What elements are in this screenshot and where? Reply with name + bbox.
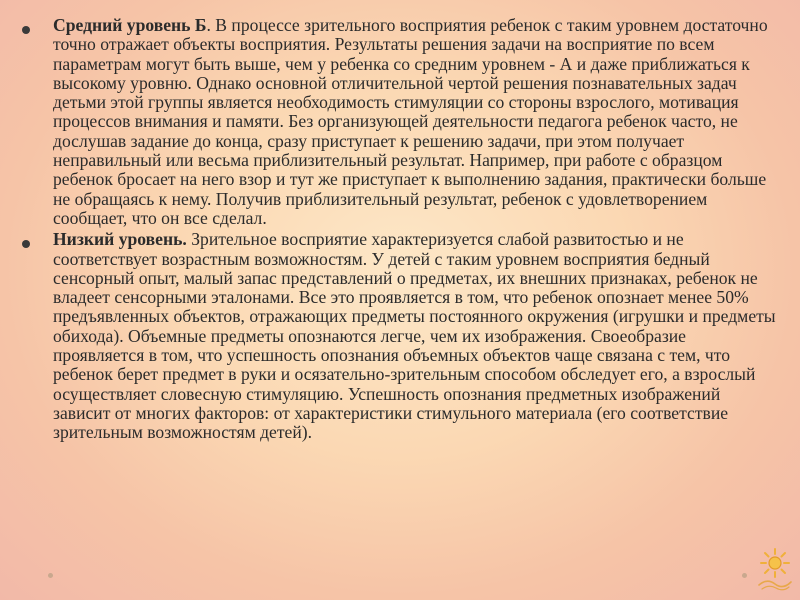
- bullet-icon: [22, 240, 30, 248]
- list-item: [20, 16, 780, 228]
- bullet-icon: [22, 26, 30, 34]
- item-body: В процессе зрительного восприятия ребенок с таким уровнем достаточно точно отражает объекты восприятия. Результаты решения задачи на восприятие по всем параметрам могут быть выше, чем у ребенка со средним уровнем - А и даже приближаться к высокому уровню. Однако основной отличительной чертой решения познавательных задач детьми этой группы является необходимость стимуляции со стороны взрослого, мотивация процессов внимания и памяти. Без организующей деятельности педагога ребенок часто, не дослушав задание до конца, сразу приступает к решению задачи, при этом получает неправильный или весьма приблизительный результат. Например, при работе с образцом ребенок бросает на него взор и тут же приступает к выполнению задания, практически больше не обращаясь к нему. Получив приблизительный результат, ребенок с удовлетворением сообщает, что он все сделал.: [53, 15, 768, 228]
- bullet-list: [20, 16, 780, 445]
- item-body: Зрительное восприятие характеризуется слабой развитостью и не соответствует возрастным возможностям. У детей с таким уровнем восприятия бедный сенсорный опыт, малый запас представлений о предметах, их внешних признаках, ребенок не владеет сенсорными эталонами. Все это проявляется в том, что ребенок опознает менее 50% предъявленных объектов, отражающих предметы постоянного окружения (игрушки и предметы обихода). Объемные предметы опознаются легче, чем их изображения. Своеобразие проявляется в том, что успешность опознания объемных объектов чаще связана с тем, что ребенок берет предмет в руки и осязательно-зрительным способом обследует его, а взрослый осуществляет словесную стимуляцию. Успешность опознания предметных изображений зависит от многих факторов: от характеристики стимульного материала (его соответствие зрительным возможностям детей).: [53, 229, 776, 443]
- list-item: [20, 230, 780, 442]
- item-heading: Низкий уровень.: [53, 229, 187, 250]
- item-separator: .: [206, 15, 216, 35]
- nav-dot-right: [742, 573, 747, 578]
- paragraph-medium-level: [53, 16, 780, 228]
- nav-dot-left: [48, 573, 53, 578]
- paragraph-low-level: [53, 230, 780, 442]
- sun-icon: [755, 547, 795, 591]
- item-heading: Средний уровень Б: [53, 15, 207, 35]
